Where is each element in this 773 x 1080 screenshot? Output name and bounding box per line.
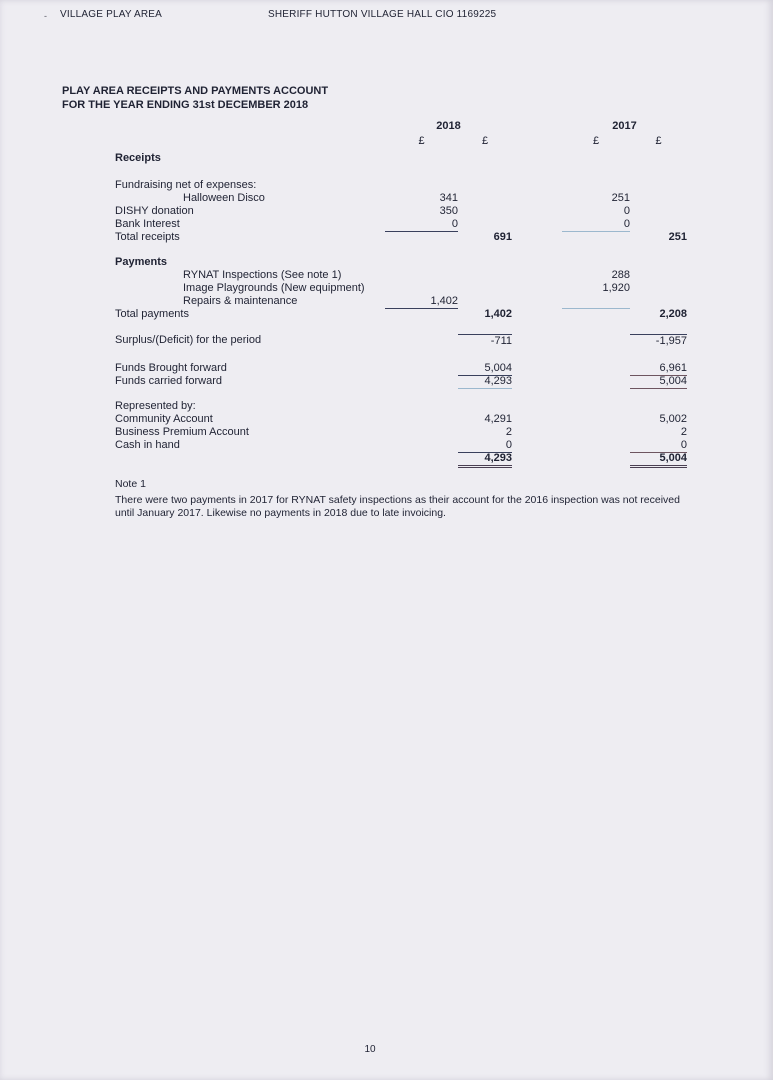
stray-mark: - <box>44 11 48 21</box>
fundraising-row <box>115 179 687 192</box>
total-payments-row <box>115 308 687 321</box>
business-premium-2018-value: 2 <box>505 426 512 438</box>
business-premium-2017-value: 2 <box>680 426 687 438</box>
title-line-1: PLAY AREA RECEIPTS AND PAYMENTS ACCOUNT <box>62 85 329 97</box>
repairs-2017-rule <box>562 295 630 309</box>
funds-carried-row <box>115 375 687 388</box>
pound-sign-2018b: £ <box>481 135 489 147</box>
bank-interest-row <box>115 218 687 231</box>
funds-brought-2018-value: 5,004 <box>458 362 512 376</box>
dishy-2017-value: 0 <box>623 205 630 217</box>
total-receipts-2017-value: 251 <box>668 231 687 243</box>
total-receipts-label: Total receipts <box>115 231 180 243</box>
year-2018-header: 2018 <box>436 120 461 132</box>
funds-brought-label: Funds Brought forward <box>115 362 227 374</box>
community-account-2018-value: 4,291 <box>484 413 512 425</box>
total-payments-2018-value: 1,402 <box>484 308 512 320</box>
note-heading: Note 1 <box>115 478 146 490</box>
receipts-heading-row <box>115 152 687 165</box>
rynat-label: RYNAT Inspections (See note 1) <box>183 269 342 281</box>
receipts-heading: Receipts <box>115 152 161 164</box>
community-account-row <box>115 413 687 426</box>
represented-by-row <box>115 400 687 413</box>
note-body-line-1: There were two payments in 2017 for RYNAT safety inspections as their account for the 2016 inspection was not received <box>115 494 680 506</box>
pound-sign-2017a: £ <box>592 135 600 147</box>
cash-in-hand-row <box>115 439 687 452</box>
dishy-2018-value: 350 <box>439 205 458 217</box>
halloween-2017-value: 251 <box>611 192 630 204</box>
cash-in-hand-2018-value: 0 <box>458 439 512 453</box>
fundraising-label: Fundraising net of expenses: <box>115 179 257 191</box>
bank-interest-2017-value: 0 <box>562 218 630 232</box>
bank-interest-2018-value: 0 <box>385 218 458 232</box>
surplus-2017-value: -1,957 <box>630 334 687 348</box>
cash-in-hand-2017-value: 0 <box>630 439 687 453</box>
halloween-2018-value: 341 <box>439 192 458 204</box>
total-payments-label: Total payments <box>115 308 189 320</box>
repairs-2018-value: 1,402 <box>385 295 458 309</box>
halloween-row <box>115 192 687 205</box>
currency-header-row <box>115 135 687 148</box>
halloween-label: Halloween Disco <box>183 192 265 204</box>
page-number: 10 <box>364 1044 376 1055</box>
surplus-2018-value: -711 <box>458 334 512 348</box>
funds-carried-label: Funds carried forward <box>115 375 222 387</box>
image-playgrounds-2017-value: 1,920 <box>602 282 630 294</box>
statement-table <box>115 120 687 465</box>
document-title <box>62 85 328 112</box>
note-body-line-2: until January 2017. Likewise no payments in 2018 due to late invoicing. <box>115 507 446 519</box>
payments-heading: Payments <box>115 256 167 268</box>
header-left: VILLAGE PLAY AREA <box>60 9 162 20</box>
represented-by-label: Represented by: <box>115 400 196 412</box>
surplus-label: Surplus/(Deficit) for the period <box>115 334 262 346</box>
represented-total-row <box>115 452 687 465</box>
funds-carried-2018-value: 4,293 <box>458 375 512 389</box>
year-header-row <box>115 120 687 133</box>
repairs-label: Repairs & maintenance <box>183 295 298 307</box>
rynat-2017-value: 288 <box>611 269 630 281</box>
image-playgrounds-label: Image Playgrounds (New equipment) <box>183 282 365 294</box>
total-receipts-row <box>115 231 687 244</box>
pound-sign-2018a: £ <box>418 135 425 147</box>
business-premium-row <box>115 426 687 439</box>
represented-total-2018-value: 4,293 <box>458 452 512 468</box>
total-payments-2017-value: 2,208 <box>659 308 687 320</box>
payments-heading-row <box>115 256 687 269</box>
cash-in-hand-label: Cash in hand <box>115 439 180 451</box>
dishy-row <box>115 205 687 218</box>
image-playgrounds-row <box>115 282 687 295</box>
surplus-row <box>115 334 687 347</box>
year-2017-header: 2017 <box>612 120 637 132</box>
community-account-label: Community Account <box>115 413 213 425</box>
community-account-2017-value: 5,002 <box>659 413 687 425</box>
represented-total-2017-value: 5,004 <box>630 452 687 468</box>
funds-brought-2017-value: 6,961 <box>630 362 687 376</box>
pound-sign-2017b: £ <box>655 135 662 147</box>
dishy-label: DISHY donation <box>115 205 194 217</box>
note-section <box>115 478 680 520</box>
funds-brought-row <box>115 362 687 375</box>
repairs-row <box>115 295 687 308</box>
rynat-row <box>115 269 687 282</box>
total-receipts-2018-value: 691 <box>493 231 512 243</box>
funds-carried-2017-value: 5,004 <box>630 375 687 389</box>
header-center: SHERIFF HUTTON VILLAGE HALL CIO 1169225 <box>268 9 497 20</box>
bank-interest-label: Bank Interest <box>115 218 180 230</box>
title-line-2: FOR THE YEAR ENDING 31st DECEMBER 2018 <box>62 98 309 111</box>
business-premium-label: Business Premium Account <box>115 426 249 438</box>
